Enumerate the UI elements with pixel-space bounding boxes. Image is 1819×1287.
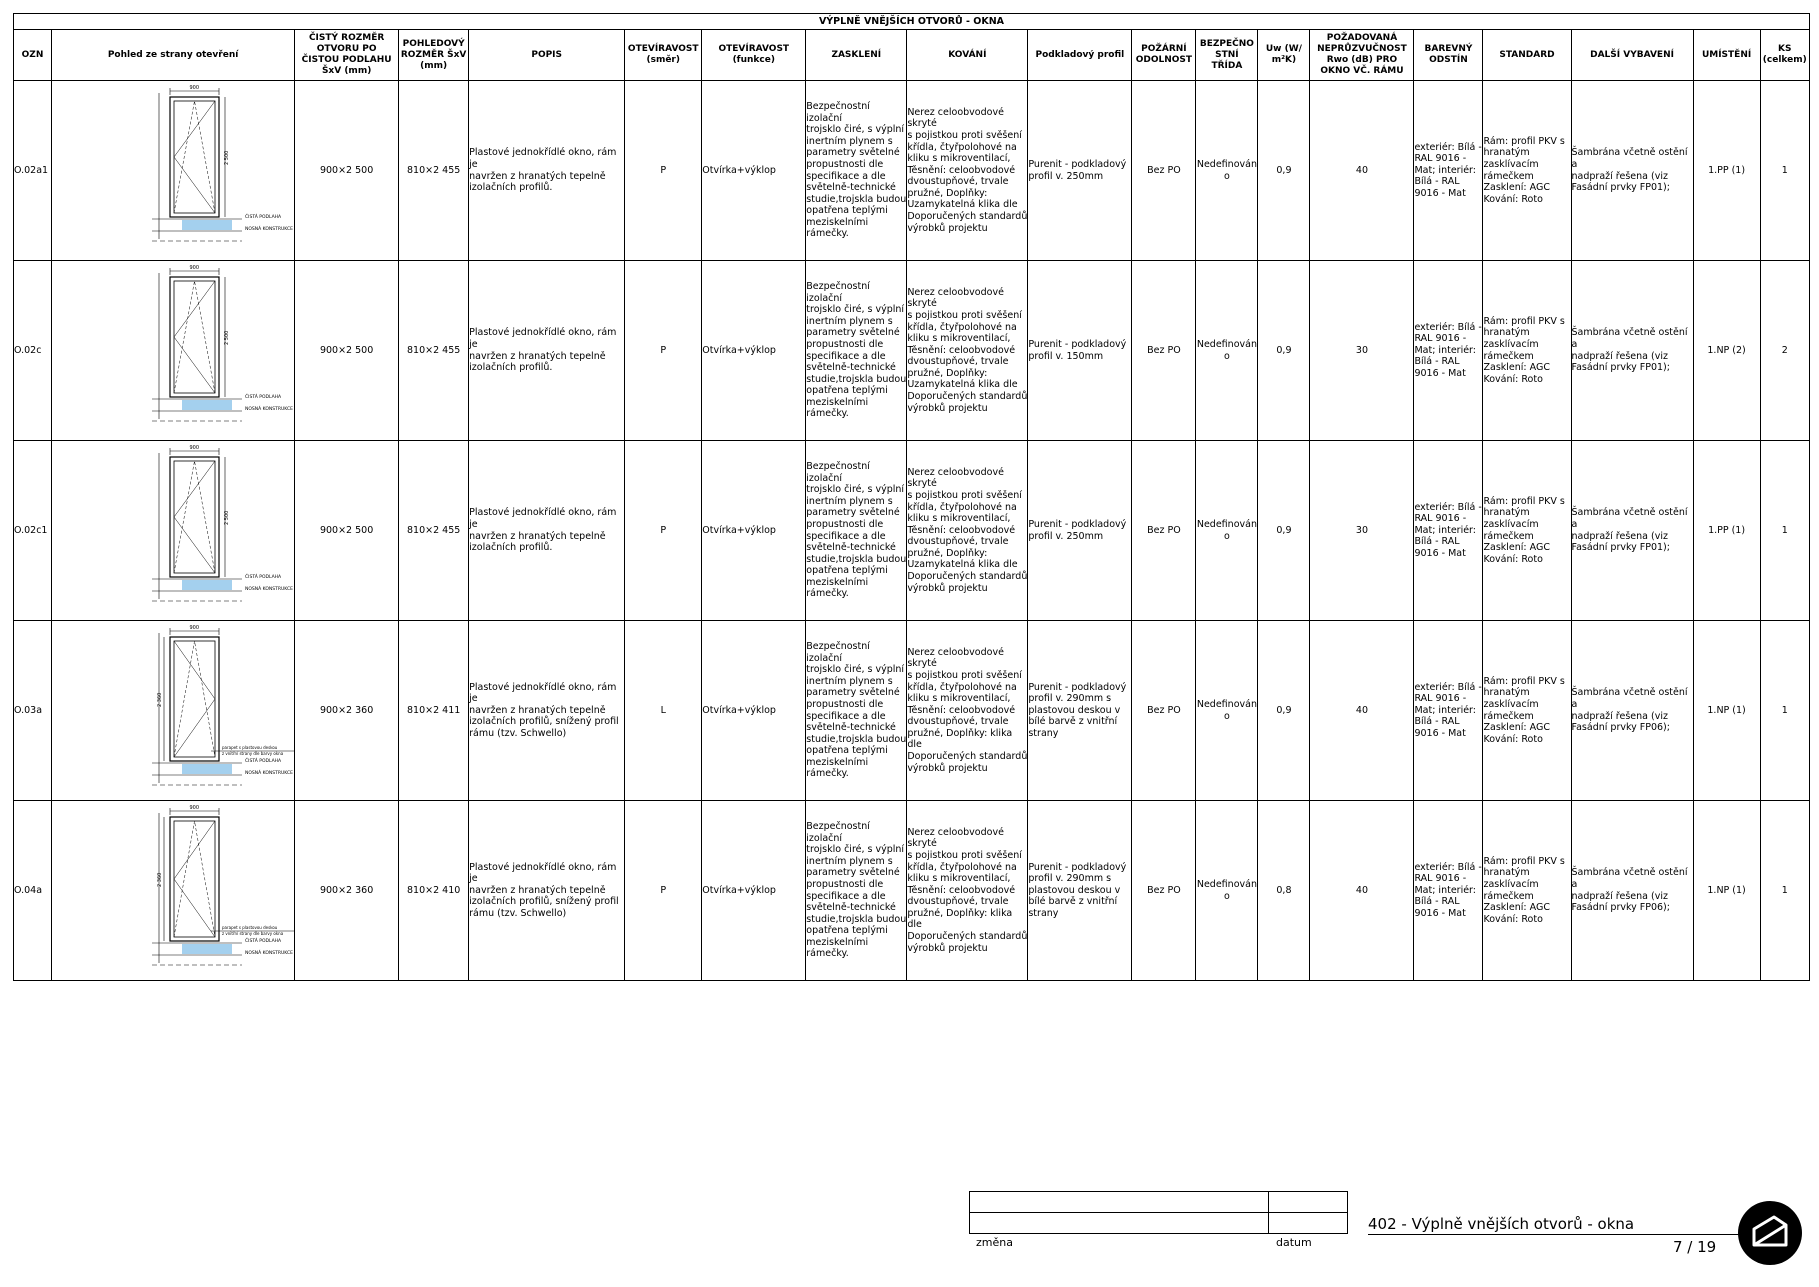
cell-bezpecnost: Nedefinován o [1196,81,1258,261]
cell-funkce: Otvírka+výklop [702,261,806,441]
cell-smer: P [625,441,702,621]
table-title: VÝPLNĚ VNĚJŠÍCH OTVORŮ - OKNA [14,14,1810,30]
cell-pohledovy: 810×2 411 [399,621,469,801]
cell-pozarni: Bez PO [1132,261,1196,441]
cell-ozn: O.02a1 [14,81,52,261]
cell-profil: Purenit - podkladový profil v. 290mm s plastovou deskou v bílé barvě z vnitřní strany [1028,801,1132,981]
dimension-height-label: 2 500 [224,150,231,165]
cell-dalsi: Šambrána včetně ostění a nadpraží řešena (viz Fasádní prvky FP01); [1571,81,1693,261]
clean-floor-label: ČISTÁ PODLAHA [245,759,282,764]
structure-label: NOSNÁ KONSTRUKCE [245,951,293,956]
cell-ks: 1 [1760,801,1809,981]
sheet-title: 402 - Výplně vnějších otvorů - okna [1368,1215,1746,1235]
header-kovani: KOVÁNÍ [907,30,1028,81]
header-draw: Pohled ze strany otevření [52,30,295,81]
cell-ozn: O.02c [14,261,52,441]
header-ozn: OZN [14,30,52,81]
header-standard: STANDARD [1483,30,1571,81]
dimension-width-label: 900 [189,85,200,91]
cell-ks: 1 [1760,621,1809,801]
cell-standard: Rám: profil PKV s hranatým zasklívacím rámečkem Zasklení: AGC Kování: Roto [1483,621,1571,801]
cell-uw: 0,9 [1258,441,1310,621]
cell-rw: 30 [1310,261,1414,441]
cell-pohledovy: 810×2 455 [399,441,469,621]
cell-smer: P [625,81,702,261]
window-elevation-drawing [52,621,295,801]
header-cisty: ČISTÝ ROZMĚR OTVORU PO ČISTOU PODLAHU ŠxV (mm) [295,30,399,81]
cell-smer: L [625,621,702,801]
cell-uw: 0,9 [1258,621,1310,801]
cell-kovani: Nerez celoobvodové skryté s pojistkou proti svěšení křídla, čtyřpolohové na kliku s mikroventilací, Těsnění: celoobvodové dvoustupňové, trvale pružné, Doplňky: Uzamykatelná klika dle Doporučených standardů výrobků projektu [907,261,1028,441]
cell-rw: 40 [1310,81,1414,261]
clean-floor-label: ČISTÁ PODLAHA [245,939,282,944]
structure-label: NOSNÁ KONSTRUKCE [245,587,293,592]
cell-umisteni: 1.NP (1) [1693,801,1760,981]
structure-label: NOSNÁ KONSTRUKCE [245,407,293,412]
cell-popis: Plastové jednokřídlé okno, rám je navržen z hranatých tepelně izolačních profilů. [469,261,625,441]
cell-pohledovy: 810×2 410 [399,801,469,981]
cell-umisteni: 1.PP (1) [1693,81,1760,261]
cell-zaskleni: Bezpečnostní izolační trojsklo čiré, s výplní inertním plynem s parametry světelné propustnosti dle specifikace a dle světelně-technické studie,trojskla budou opatřena teplými meziskelními rámečky. [806,801,907,981]
dimension-width-label: 900 [189,445,200,451]
cell-pohledovy: 810×2 455 [399,261,469,441]
cell-uw: 0,9 [1258,81,1310,261]
cell-uw: 0,9 [1258,261,1310,441]
dimension-height-label: 2 500 [224,510,231,525]
header-ks: KS (celkem) [1760,30,1809,81]
cell-bezpecnost: Nedefinován o [1196,261,1258,441]
dimension-width-label: 900 [189,625,200,631]
header-pozarni: POŽÁRNÍ ODOLNOST [1132,30,1196,81]
parapet-note-label: z vnitřní strany dle barvy okna [222,751,284,756]
table-row [14,621,1810,801]
cell-zaskleni: Bezpečnostní izolační trojsklo čiré, s výplní inertním plynem s parametry světelné propustnosti dle specifikace a dle světelně-technické studie,trojskla budou opatřena teplými meziskelními rámečky. [806,441,907,621]
cell-cisty: 900×2 360 [295,801,399,981]
window-elevation-drawing [52,801,295,981]
cell-bezpecnost: Nedefinován o [1196,441,1258,621]
cell-umisteni: 1.NP (2) [1693,261,1760,441]
dimension-height-label: 2 500 [224,330,231,345]
window-elevation-drawing [52,81,295,261]
cell-kovani: Nerez celoobvodové skryté s pojistkou proti svěšení křídla, čtyřpolohové na kliku s mikroventilací, Těsnění: celoobvodové dvoustupňové, trvale pružné, Doplňky: Uzamykatelná klika dle Doporučených standardů výrobků projektu [907,441,1028,621]
cell-popis: Plastové jednokřídlé okno, rám je navržen z hranatých tepelně izolačních profilů. [469,441,625,621]
cell-ks: 2 [1760,261,1809,441]
header-rw: POŽADOVANÁ NEPRŮZVUČNOST Rwo (dB) PRO OKNO VČ. RÁMU [1310,30,1414,81]
header-zaskleni: ZASKLENÍ [806,30,907,81]
window-elevation-drawing [52,261,295,441]
cell-funkce: Otvírka+výklop [702,441,806,621]
header-dalsi: DALŠÍ VYBAVENÍ [1571,30,1693,81]
cell-profil: Purenit - podkladový profil v. 250mm [1028,81,1132,261]
parapet-note-label: z vnitřní strany dle barvy okna [222,931,284,936]
cell-ozn: O.02c1 [14,441,52,621]
cell-pohledovy: 810×2 455 [399,81,469,261]
dimension-height-label: 2 360 [157,692,164,707]
cell-kovani: Nerez celoobvodové skryté s pojistkou proti svěšení křídla, čtyřpolohové na kliku s mikroventilací, Těsnění: celoobvodové dvoustupňové, trvale pružné, Doplňky: klika dle Doporučených standardů výrobků projektu [907,621,1028,801]
dimension-height-label: 2 360 [157,872,164,887]
cell-zaskleni: Bezpečnostní izolační trojsklo čiré, s výplní inertním plynem s parametry světelné propustnosti dle specifikace a dle světelně-technické studie,trojskla budou opatřena teplými meziskelními rámečky. [806,621,907,801]
cell-cisty: 900×2 500 [295,441,399,621]
clean-floor-label: ČISTÁ PODLAHA [245,395,282,400]
table-row [14,441,1810,621]
parapet-label: parapet s plastovou deskou [222,745,278,750]
cell-pozarni: Bez PO [1132,441,1196,621]
house-logo-icon [1738,1201,1802,1265]
cell-ozn: O.03a [14,621,52,801]
cell-ks: 1 [1760,441,1809,621]
cell-popis: Plastové jednokřídlé okno, rám je navržen z hranatých tepelně izolačních profilů, snížený profil rámu (tzv. Schwello) [469,801,625,981]
cell-zaskleni: Bezpečnostní izolační trojsklo čiré, s výplní inertním plynem s parametry světelné propustnosti dle specifikace a dle světelně-technické studie,trojskla budou opatřena teplými meziskelními rámečky. [806,81,907,261]
cell-funkce: Otvírka+výklop [702,621,806,801]
cell-dalsi: Šambrána včetně ostění a nadpraží řešena (viz Fasádní prvky FP06); [1571,801,1693,981]
window-schedule-table [13,13,1810,981]
cell-popis: Plastové jednokřídlé okno, rám je navržen z hranatých tepelně izolačních profilů. [469,81,625,261]
cell-uw: 0,8 [1258,801,1310,981]
parapet-label: parapet s plastovou deskou [222,925,278,930]
cell-standard: Rám: profil PKV s hranatým zasklívacím rámečkem Zasklení: AGC Kování: Roto [1483,441,1571,621]
header-row [14,30,1810,81]
revision-cell [970,1213,1269,1234]
clean-floor-label: ČISTÁ PODLAHA [245,575,282,580]
cell-standard: Rám: profil PKV s hranatým zasklívacím rámečkem Zasklení: AGC Kování: Roto [1483,261,1571,441]
date-label: datum [1276,1236,1312,1249]
cell-pozarni: Bez PO [1132,621,1196,801]
header-profil: Podkladový profil [1028,30,1132,81]
table-row [14,81,1810,261]
revision-cell [970,1192,1269,1213]
cell-kovani: Nerez celoobvodové skryté s pojistkou proti svěšení křídla, čtyřpolohové na kliku s mikroventilací, Těsnění: celoobvodové dvoustupňové, trvale pružné, Doplňky: Uzamykatelná klika dle Doporučených standardů výrobků projektu [907,81,1028,261]
dimension-width-label: 900 [189,805,200,811]
cell-rw: 40 [1310,801,1414,981]
header-umisteni: UMÍSTĚNÍ [1693,30,1760,81]
cell-odstin: exteriér: Bílá - RAL 9016 - Mat; interiér: Bílá - RAL 9016 - Mat [1414,441,1483,621]
cell-dalsi: Šambrána včetně ostění a nadpraží řešena (viz Fasádní prvky FP01); [1571,441,1693,621]
cell-odstin: exteriér: Bílá - RAL 9016 - Mat; interiér: Bílá - RAL 9016 - Mat [1414,801,1483,981]
cell-standard: Rám: profil PKV s hranatým zasklívacím rámečkem Zasklení: AGC Kování: Roto [1483,81,1571,261]
header-bezpecnost: BEZPEČNO STNÍ TŘÍDA [1196,30,1258,81]
cell-dalsi: Šambrána včetně ostění a nadpraží řešena (viz Fasádní prvky FP01); [1571,261,1693,441]
cell-smer: P [625,261,702,441]
cell-odstin: exteriér: Bílá - RAL 9016 - Mat; interiér: Bílá - RAL 9016 - Mat [1414,81,1483,261]
cell-rw: 30 [1310,441,1414,621]
window-elevation-svg [52,81,295,260]
window-elevation-svg [52,801,295,980]
cell-cisty: 900×2 500 [295,261,399,441]
cell-odstin: exteriér: Bílá - RAL 9016 - Mat; interiér: Bílá - RAL 9016 - Mat [1414,621,1483,801]
header-funkce: OTEVÍRAVOST (funkce) [702,30,806,81]
cell-profil: Purenit - podkladový profil v. 250mm [1028,441,1132,621]
revision-date-cell [1269,1213,1348,1234]
page-number: 7 / 19 [1673,1238,1717,1256]
cell-ks: 1 [1760,81,1809,261]
cell-bezpecnost: Nedefinován o [1196,801,1258,981]
cell-cisty: 900×2 500 [295,81,399,261]
cell-pozarni: Bez PO [1132,81,1196,261]
cell-kovani: Nerez celoobvodové skryté s pojistkou proti svěšení křídla, čtyřpolohové na kliku s mikroventilací, Těsnění: celoobvodové dvoustupňové, trvale pružné, Doplňky: klika dle Doporučených standardů výrobků projektu [907,801,1028,981]
cell-profil: Purenit - podkladový profil v. 150mm [1028,261,1132,441]
header-pohledovy: POHLEDOVÝ ROZMĚR ŠxV (mm) [399,30,469,81]
clean-floor-label: ČISTÁ PODLAHA [245,215,282,220]
table-row [14,261,1810,441]
cell-umisteni: 1.PP (1) [1693,441,1760,621]
cell-standard: Rám: profil PKV s hranatým zasklívacím rámečkem Zasklení: AGC Kování: Roto [1483,801,1571,981]
dimension-width-label: 900 [189,265,200,271]
cell-funkce: Otvírka+výklop [702,81,806,261]
window-elevation-drawing [52,441,295,621]
cell-cisty: 900×2 360 [295,621,399,801]
cell-rw: 40 [1310,621,1414,801]
cell-pozarni: Bez PO [1132,801,1196,981]
window-elevation-svg [52,621,295,800]
cell-zaskleni: Bezpečnostní izolační trojsklo čiré, s výplní inertním plynem s parametry světelné propustnosti dle specifikace a dle světelně-technické studie,trojskla budou opatřena teplými meziskelními rámečky. [806,261,907,441]
table-row [14,801,1810,981]
cell-dalsi: Šambrána včetně ostění a nadpraží řešena (viz Fasádní prvky FP06); [1571,621,1693,801]
header-uw: Uw (W/ m²K) [1258,30,1310,81]
header-smer: OTEVÍRAVOST (směr) [625,30,702,81]
cell-funkce: Otvírka+výklop [702,801,806,981]
window-elevation-svg [52,441,295,620]
window-elevation-svg [52,261,295,440]
schedule-sheet [13,13,1810,981]
structure-label: NOSNÁ KONSTRUKCE [245,771,293,776]
revision-date-cell [1269,1192,1348,1213]
cell-popis: Plastové jednokřídlé okno, rám je navržen z hranatých tepelně izolačních profilů, snížený profil rámu (tzv. Schwello) [469,621,625,801]
cell-profil: Purenit - podkladový profil v. 290mm s plastovou deskou v bílé barvě z vnitřní strany [1028,621,1132,801]
header-odstin: BAREVNÝ ODSTÍN [1414,30,1483,81]
cell-bezpecnost: Nedefinován o [1196,621,1258,801]
revision-block [969,1191,1348,1234]
header-popis: POPIS [469,30,625,81]
cell-ozn: O.04a [14,801,52,981]
structure-label: NOSNÁ KONSTRUKCE [245,227,293,232]
cell-umisteni: 1.NP (1) [1693,621,1760,801]
cell-smer: P [625,801,702,981]
change-label: změna [976,1236,1013,1249]
cell-odstin: exteriér: Bílá - RAL 9016 - Mat; interiér: Bílá - RAL 9016 - Mat [1414,261,1483,441]
